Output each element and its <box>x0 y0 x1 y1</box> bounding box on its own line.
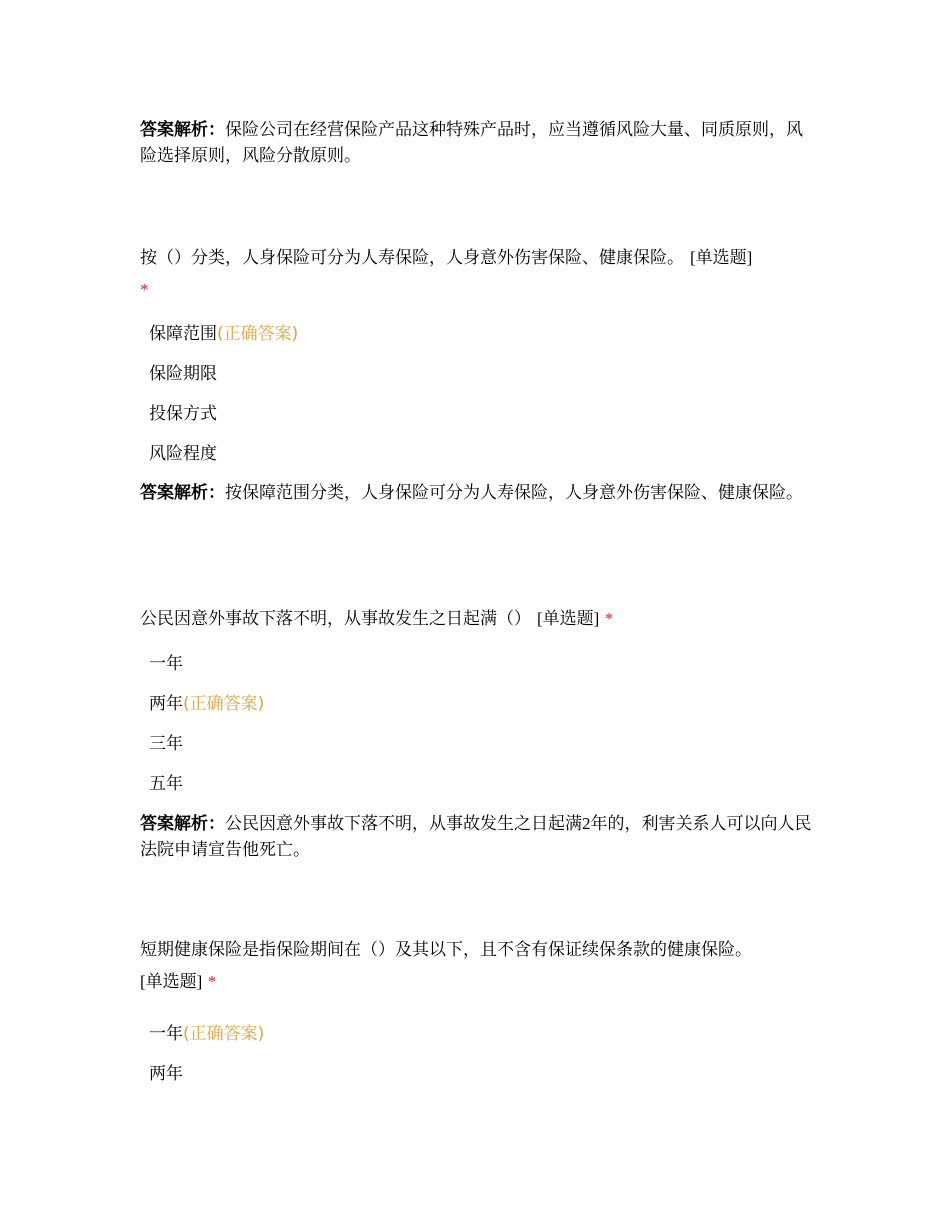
option-label: 风险程度 <box>149 444 217 464</box>
option[interactable] <box>140 394 812 434</box>
option-label: 保障范围 <box>149 324 217 344</box>
question-text: 短期健康保险是指保险期间在（）及其以下，且不含有保证续保条款的健康保险。 <box>140 940 752 960</box>
option-label: 一年 <box>149 654 183 674</box>
option[interactable] <box>140 684 812 724</box>
question-type: [单选题] <box>690 248 753 267</box>
analysis-3 <box>140 811 812 863</box>
question-3 <box>140 603 812 635</box>
required-mark: * <box>207 972 217 991</box>
required-mark: * <box>604 609 614 628</box>
option[interactable] <box>140 764 812 804</box>
question-2 <box>140 242 812 306</box>
question-type: [单选题] <box>140 972 203 991</box>
option-label: 两年 <box>149 694 183 714</box>
question-text: 按（）分类，人身保险可分为人寿保险，人身意外伤害保险、健康保险。 <box>140 248 684 268</box>
analysis-text-post: 年的，利害关系人可以向人民法院申请宣告他死亡。 <box>140 814 812 860</box>
option-label: 两年 <box>149 1064 183 1084</box>
correct-answer-tag: (正确答案) <box>183 1024 265 1044</box>
option-label: 三年 <box>149 734 183 754</box>
option-label: 投保方式 <box>149 404 217 424</box>
question-type: [单选题] <box>537 609 600 628</box>
option-label: 保险期限 <box>149 364 217 384</box>
required-mark: * <box>140 280 149 299</box>
analysis-text: 按保障范围分类，人身保险可分为人寿保险，人身意外伤害保险、健康保险。 <box>225 483 803 503</box>
question-text: 公民因意外事故下落不明，从事故发生之日起满（） <box>140 609 531 629</box>
options-4 <box>140 1014 812 1094</box>
option[interactable] <box>140 434 812 474</box>
options-2 <box>140 314 812 474</box>
question-4 <box>140 934 812 998</box>
option[interactable] <box>140 644 812 684</box>
option-label: 五年 <box>149 774 183 794</box>
analysis-text-pre: 公民因意外事故下落不明，从事故发生之日起满 <box>225 814 582 834</box>
correct-answer-tag: (正确答案) <box>183 694 265 714</box>
option[interactable] <box>140 724 812 764</box>
option[interactable] <box>140 1014 812 1054</box>
analysis-label: 答案解析： <box>140 814 225 834</box>
correct-answer-tag: (正确答案) <box>217 324 299 344</box>
option[interactable] <box>140 314 812 354</box>
option[interactable] <box>140 1054 812 1094</box>
option[interactable] <box>140 354 812 394</box>
analysis-1 <box>140 117 812 169</box>
options-3 <box>140 644 812 804</box>
option-label: 一年 <box>149 1024 183 1044</box>
analysis-label: 答案解析： <box>140 120 225 140</box>
analysis-2 <box>140 480 812 506</box>
analysis-label: 答案解析： <box>140 483 225 503</box>
analysis-text: 保险公司在经营保险产品这种特殊产品时，应当遵循风险大量、同质原则，风险选择原则，风险分散原则。 <box>140 120 803 166</box>
analysis-number: 2 <box>582 814 591 833</box>
